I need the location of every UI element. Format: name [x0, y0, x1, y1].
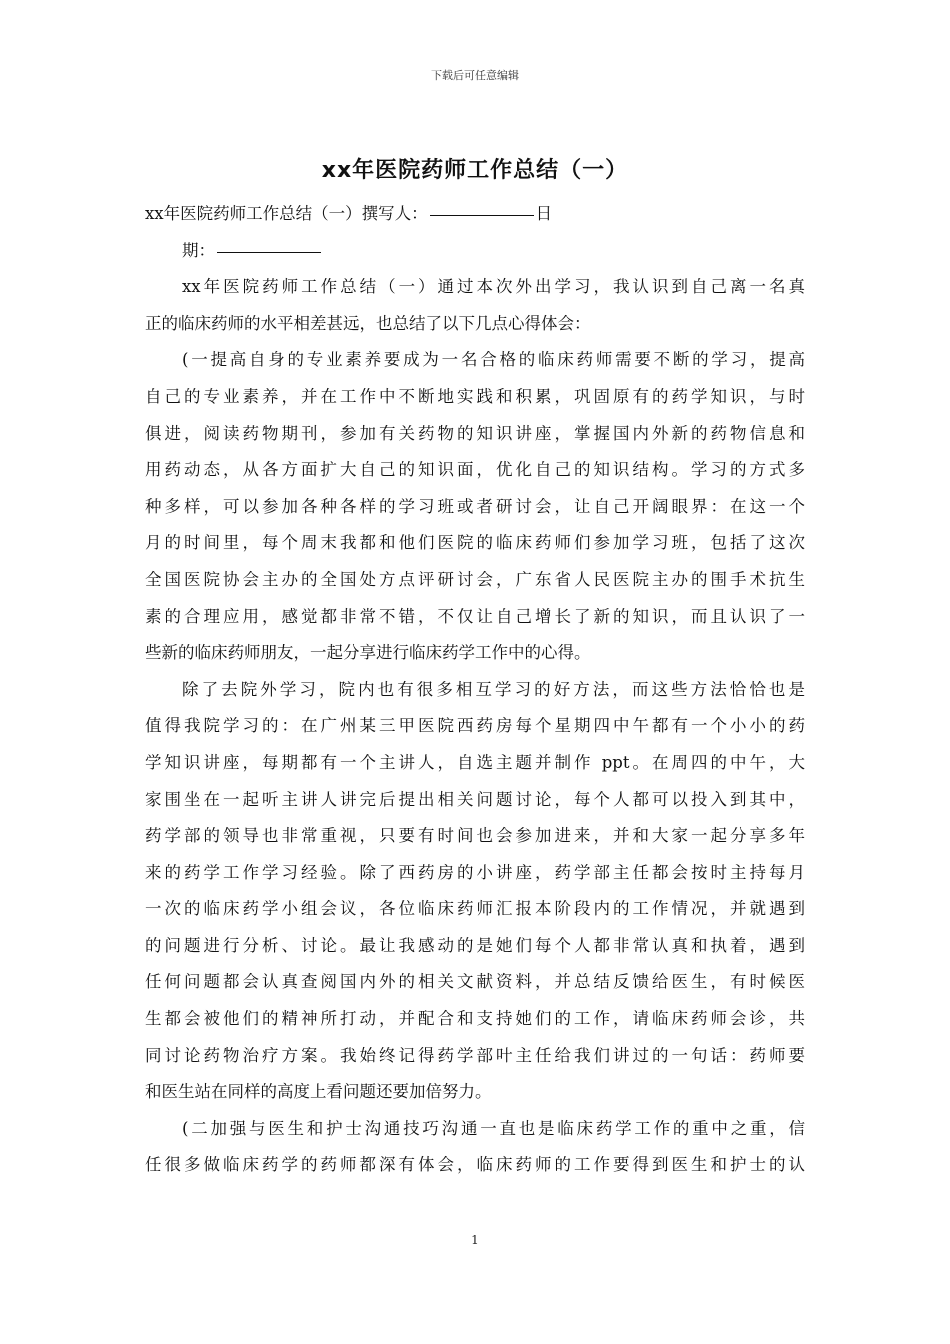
paragraph-line: 种多样，可以参加各种各样的学习班或者研讨会，让自己开阔眼界：在这一个 [145, 496, 805, 516]
paragraph-line: 和医生站在同样的高度上看问题还要加倍努力。 [145, 1082, 492, 1102]
page-header-note: 下载后可任意编辑 [431, 69, 519, 82]
meta-author-label: xx年医院药师工作总结（一）撰写人： [145, 204, 428, 223]
paragraph-line: 正的临床药师的水平相差甚远，也总结了以下几点心得体会： [145, 313, 591, 333]
paragraph-line: 的问题进行分析、讨论。最让我感动的是她们每个人都非常认真和执着，遇到 [145, 935, 805, 955]
paragraph-line: 月的时间里，每个周末我都和他们医院的临床药师们参加学习班，包括了这次 [145, 533, 805, 553]
paragraph-line: 来的药学工作学习经验。除了西药房的小讲座，药学部主任都会按时主持每月 [145, 862, 805, 882]
document-title: xx年医院药师工作总结（一） [321, 158, 629, 183]
paragraph-line: 值得我院学习的：在广州某三甲医院西药房每个星期四中午都有一个小小的药 [145, 716, 805, 736]
paragraph-line: 自己的专业素养，并在工作中不断地实践和积累，巩固原有的药学知识，与时 [145, 386, 805, 406]
paragraph-line: xx年医院药师工作总结（一）通过本次外出学习，我认识到自己离一名真 [182, 277, 805, 297]
paragraph-line: 药学部的领导也非常重视，只要有时间也会参加进来，并和大家一起分享多年 [145, 826, 805, 846]
paragraph-line: 素的合理应用，感觉都非常不错，不仅让自己增长了新的知识，而且认识了一 [145, 606, 805, 626]
paragraph-line: 同讨论药物治疗方案。我始终记得药学部叶主任给我们讲过的一句话：药师要 [145, 1045, 805, 1065]
paragraph-line: 学知识讲座，每期都有一个主讲人，自选主题并制作 ppt。在周四的中午，大 [145, 752, 805, 772]
paragraph-line: 全国医院协会主办的全国处方点评研讨会，广东省人民医院主办的围手术抗生 [145, 569, 805, 589]
meta-line-date [145, 233, 805, 270]
paragraph-line: 用药动态，从各方面扩大自己的知识面，优化自己的知识结构。学习的方式多 [145, 460, 805, 480]
page-number: 1 [471, 1233, 479, 1247]
author-blank-underline [430, 215, 534, 216]
paragraph-line: 些新的临床药师朋友，一起分享进行临床药学工作中的心得。 [145, 643, 591, 663]
paragraph-line: 任很多做临床药学的药师都深有体会，临床药师的工作要得到医生和护士的认 [145, 1155, 805, 1175]
paragraph-line: 俱进，阅读药物期刊，参加有关药物的知识讲座，掌握国内外新的药物信息和 [145, 423, 805, 443]
meta-date-label-end: 期： [182, 240, 215, 260]
meta-line-author [145, 196, 805, 233]
document-body [145, 196, 805, 1184]
date-blank-underline [217, 252, 321, 253]
paragraph-line: 家围坐在一起听主讲人讲完后提出相关问题讨论，每个人都可以投入到其中， [145, 789, 805, 809]
paragraph-line: 一次的临床药学小组会议，各位临床药师汇报本阶段内的工作情况，并就遇到 [145, 899, 805, 919]
paragraph-line: 任何问题都会认真查阅国内外的相关文献资料，并总结反馈给医生，有时候医 [145, 972, 805, 992]
paragraph-line: 生都会被他们的精神所打动，并配合和支持她们的工作，请临床药师会诊，共 [145, 1009, 805, 1029]
paragraph-line: (二加强与医生和护士沟通技巧沟通一直也是临床药学工作的重中之重，信 [182, 1118, 805, 1138]
paragraph-line: 除了去院外学习，院内也有很多相互学习的好方法，而这些方法恰恰也是 [182, 679, 805, 699]
meta-date-label-start: 日 [535, 204, 553, 223]
paragraph-line: (一提高自身的专业素养要成为一名合格的临床药师需要不断的学习，提高 [182, 350, 805, 370]
